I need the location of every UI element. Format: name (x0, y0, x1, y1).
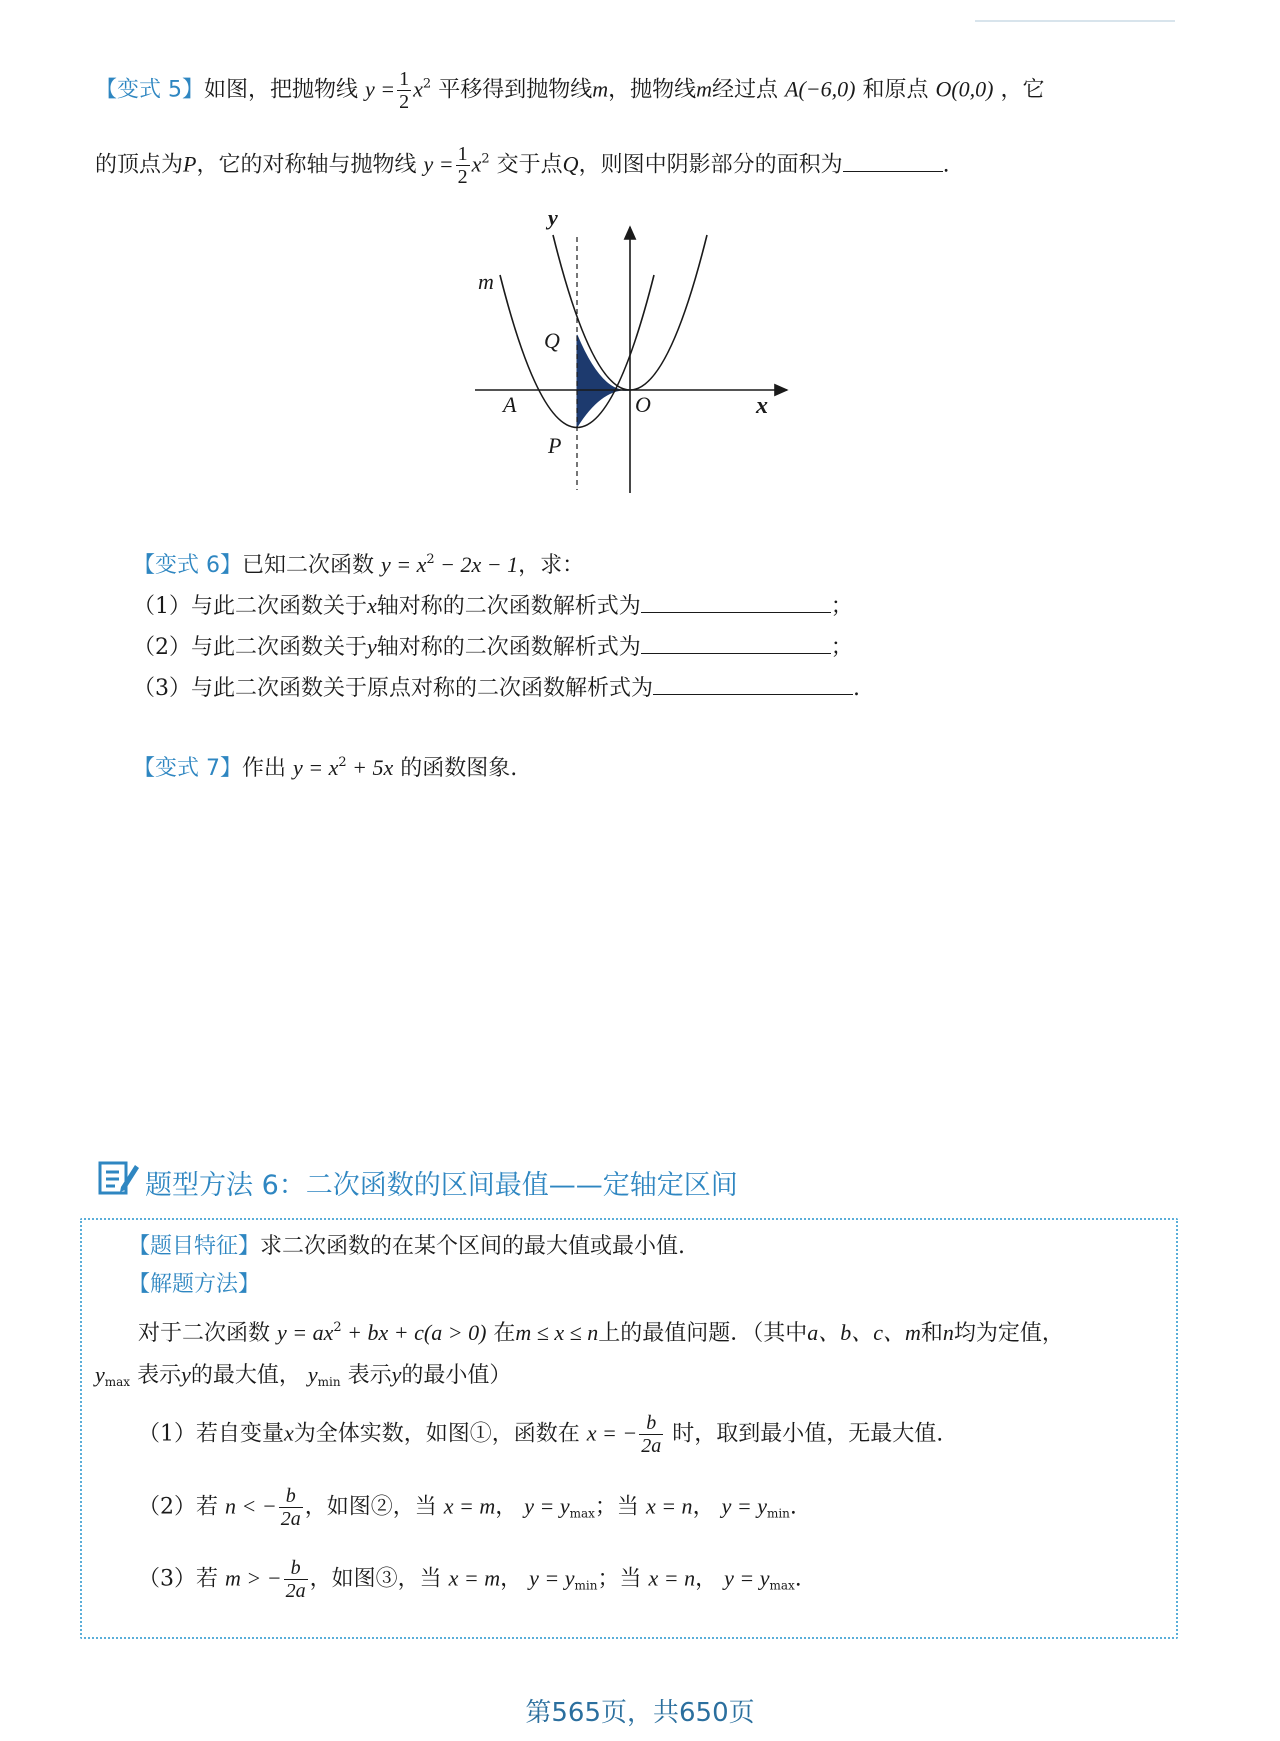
q2-answer-blank[interactable] (641, 631, 831, 654)
point-o-graph-label: O (635, 392, 651, 417)
problem6-q2: （2）与此二次函数关于y轴对称的二次函数解析式为 ； (133, 631, 853, 663)
eq-y: y = (365, 76, 396, 102)
point-a-graph-label: A (503, 392, 517, 417)
case-1: （1）若自变量x为全体实数，如图①，函数在 x = − $\frac{b}{2a}$ 时，取到最小值，无最大值. (138, 1412, 944, 1457)
feature-tag: 【题目特征】 (128, 1234, 261, 1259)
q1-answer-blank[interactable] (641, 590, 831, 613)
problem6-q1: （1）与此二次函数关于x轴对称的二次函数解析式为 ； (133, 590, 853, 622)
parabola-graph (460, 215, 800, 505)
problem6-tag: 【变式 6】 (133, 553, 242, 578)
point-q-label: Q (544, 328, 560, 353)
page-footer: 第565页，共650页 (525, 1698, 755, 1728)
point-p-label: P (548, 433, 562, 458)
problem7-tag: 【变式 7】 (133, 756, 242, 781)
problem6-q3: （3）与此二次函数关于原点对称的二次函数解析式为 . (133, 672, 860, 704)
curve-m-label: m (478, 269, 494, 294)
feature-line: 【题目特征】求二次函数的在某个区间的最大值或最小值. (128, 1234, 686, 1259)
case-3: （3）若 m > − $\frac{b}{2a}$ ，如图③，当 x = m， $y = y_{min}$；当 x = n， $y = y_{max}$. (138, 1557, 802, 1602)
point-o-label: O(0,0) (935, 76, 994, 102)
notebook-pen-icon (97, 1157, 141, 1197)
q3-answer-blank[interactable] (653, 672, 853, 695)
problem6-stem: 【变式 6】已知二次函数 $y = x^2 - 2x - 1$，求： (133, 552, 585, 578)
problem5-tag: 【变式 5】 (95, 77, 204, 103)
problem5-text: 如图，把抛物线 (204, 77, 359, 103)
point-a-label: A(−6,0) (785, 76, 856, 102)
problem5-line2: 的顶点为P，它的对称轴与抛物线 y = $\frac{1}{2}$ $x^2$ 交于点Q，则图中阴影部分的面积为 . (95, 143, 950, 188)
x-axis-label: x (756, 393, 768, 419)
problem5-line1: 【变式 5】如图，把抛物线 y = $\frac{1}{2}$ $x^2$ 平移得到抛物线m，抛物线m经过点 A(−6,0) 和原点 O(0,0) ，它 (95, 68, 1045, 113)
section-title: 题型方法 6：二次函数的区间最值——定轴定区间 (145, 1170, 738, 1201)
problem7: 【变式 7】作出 $y = x^2 + 5x$ 的函数图象. (133, 755, 518, 781)
method-intro-line1: 对于二次函数 $y = ax^2$ + bx + c(a > 0) 在m ≤ x ≤ n上的最值问题．（其中a、b、c、m和n均为定值， (138, 1320, 1064, 1346)
method-tag-line (128, 1270, 260, 1300)
case-2: （2）若 n < − $\frac{b}{2a}$ ，如图②，当 x = m， $y = y_{max}$；当 x = n， $y = y_{min}$. (138, 1485, 797, 1530)
y-axis-label: y (548, 215, 558, 230)
method-intro-line2: $y_{max}$ 表示y的最大值， $y_{min}$ 表示y的最小值） (95, 1362, 512, 1389)
method-tag: 【解题方法】 (128, 1272, 261, 1297)
answer-blank[interactable] (843, 149, 943, 172)
top-rule (975, 20, 1175, 22)
fraction-half: $\frac{1}{2}$ (399, 68, 410, 113)
shaded-region (577, 335, 630, 427)
